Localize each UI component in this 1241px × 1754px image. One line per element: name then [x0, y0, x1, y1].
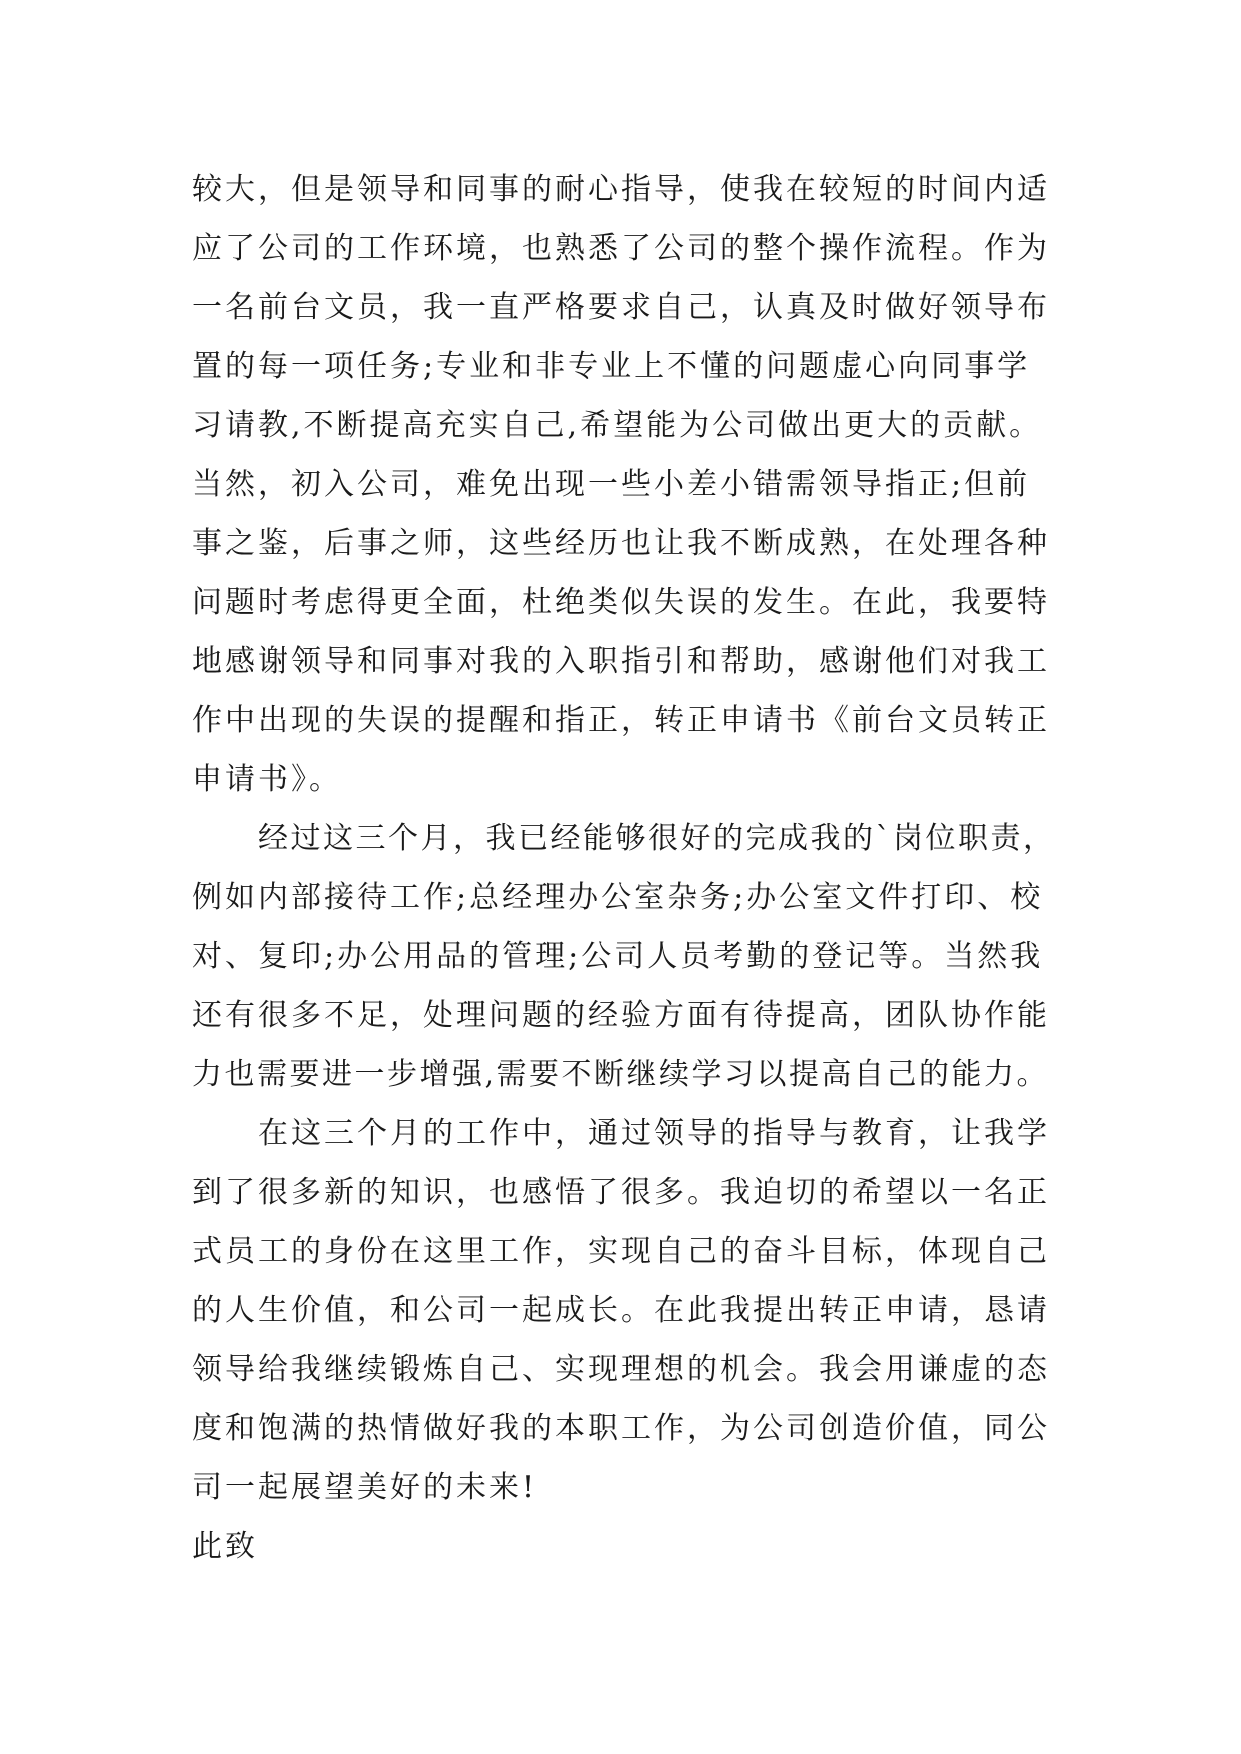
text-line: 的人生价值，和公司一起成长。在此我提出转正申请，恳请 [192, 1293, 1050, 1328]
text-line: 较大，但是领导和同事的耐心指导，使我在较短的时间内适 [192, 172, 1050, 207]
paragraph-start-line: 在这三个月的工作中，通过领导的指导与教育，让我学 [258, 1116, 1050, 1151]
text-line: 领导给我继续锻炼自己、实现理想的机会。我会用谦虚的态 [192, 1352, 1050, 1387]
text-line: 例如内部接待工作;总经理办公室杂务;办公室文件打印、校 [192, 880, 1044, 915]
text-line: 对、复印;办公用品的管理;公司人员考勤的登记等。当然我 [192, 939, 1044, 974]
text-line: 地感谢领导和同事对我的入职指引和帮助，感谢他们对我工 [192, 644, 1050, 679]
text-line: 力也需要进一步增强,需要不断继续学习以提高自己的能力。 [192, 1057, 1050, 1092]
text-line: 司一起展望美好的未来! [192, 1470, 538, 1505]
paragraph-start-line: 经过这三个月，我已经能够很好的完成我的`岗位职责， [258, 821, 1056, 856]
text-line: 申请书》。 [192, 762, 342, 797]
text-line: 当然，初入公司，难免出现一些小差小错需领导指正;但前 [192, 467, 1031, 502]
text-line: 一名前台文员，我一直严格要求自己，认真及时做好领导布 [192, 290, 1050, 325]
text-line: 事之鉴，后事之师，这些经历也让我不断成熟，在处理各种 [192, 526, 1050, 561]
text-line: 度和饱满的热情做好我的本职工作，为公司创造价值，同公 [192, 1411, 1050, 1446]
text-line: 习请教,不断提高充实自己,希望能为公司做出更大的贡献。 [192, 408, 1043, 443]
text-line: 应了公司的工作环境，也熟悉了公司的整个操作流程。作为 [192, 231, 1050, 266]
text-line: 作中出现的失误的提醒和指正，转正申请书《前台文员转正 [192, 703, 1050, 738]
text-line: 式员工的身份在这里工作，实现自己的奋斗目标，体现自己 [192, 1234, 1050, 1269]
text-line: 置的每一项任务;专业和非专业上不懂的问题虚心向同事学 [192, 349, 1031, 384]
closing-salutation: 此致 [192, 1529, 258, 1564]
text-line: 到了很多新的知识，也感悟了很多。我迫切的希望以一名正 [192, 1175, 1050, 1210]
text-line: 问题时考虑得更全面，杜绝类似失误的发生。在此，我要特 [192, 585, 1050, 620]
letter-body [192, 160, 1062, 1576]
text-line: 还有很多不足，处理问题的经验方面有待提高，团队协作能 [192, 998, 1050, 1033]
